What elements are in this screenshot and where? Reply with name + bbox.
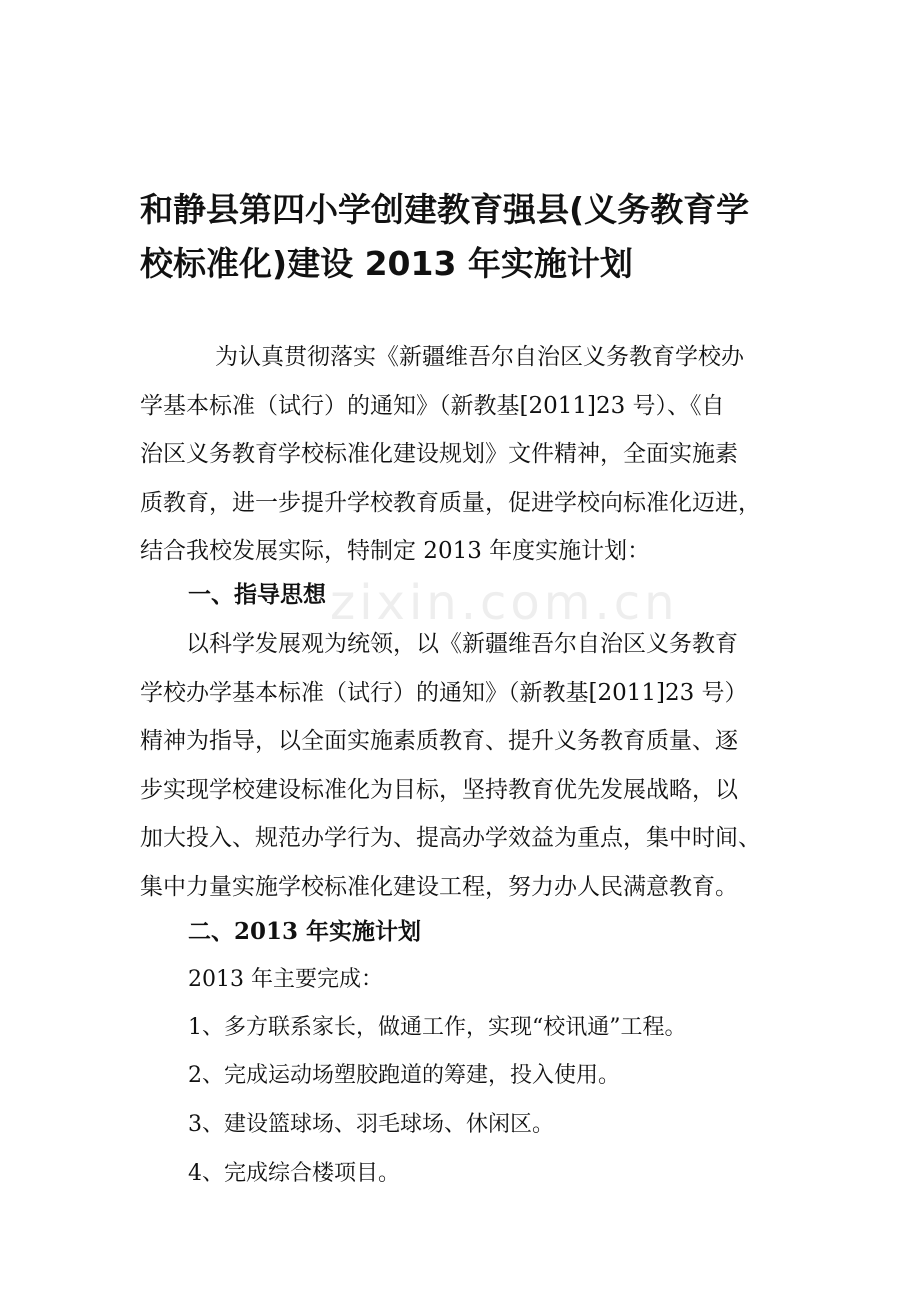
- paragraph-line: 以科学发展观为统领，以《新疆维吾尔自治区义务教育: [186, 631, 738, 657]
- title-line-1: 和静县第四小学创建教育强县(义务教育学: [140, 190, 750, 229]
- section-heading-guiding-thought: 一、指导思想: [188, 581, 326, 608]
- paragraph-line: 集中力量实施学校标准化建设工程，努力办人民满意教育。: [140, 873, 738, 900]
- paragraph-line: 学校办学基本标准（试行）的通知》（新教基[2011]23 号）: [140, 679, 748, 706]
- paragraph-line: 加大投入、规范办学行为、提高办学效益为重点，集中时间、: [140, 825, 761, 851]
- plan-item: 2、完成运动场塑胶跑道的筹建，投入使用。: [188, 1063, 620, 1088]
- title-line-2: 校标准化)建设 2013 年实施计划: [140, 244, 633, 283]
- guiding-thought-paragraph: [140, 620, 790, 911]
- paragraph-line: 精神为指导，以全面实施素质教育、提升义务教育质量、逐: [140, 728, 738, 754]
- plan-item: 4、完成综合楼项目。: [188, 1161, 400, 1186]
- intro-paragraph: [140, 333, 790, 576]
- section-heading-2013-plan: 二、2013 年实施计划: [188, 918, 422, 945]
- paragraph-line: 步实现学校建设标准化为目标，坚持教育优先发展战略，以: [140, 776, 738, 803]
- intro-line: 结合我校发展实际，特制定 2013 年度实施计划：: [140, 538, 651, 564]
- watermark: zixin.com.cn: [330, 575, 679, 631]
- plan-item: 1、多方联系家长，做通工作，实现“校讯通”工程。: [188, 1015, 687, 1040]
- intro-line: 质教育，进一步提升学校教育质量，促进学校向标准化迈进，: [140, 489, 761, 516]
- intro-line: 学基本标准（试行）的通知》（新教基[2011]23 号）、《自: [140, 392, 725, 419]
- document-title: [140, 183, 790, 291]
- plan-item: 3、建设篮球场、羽毛球场、休闲区。: [188, 1112, 554, 1137]
- intro-line: 为认真贯彻落实《新疆维吾尔自治区义务教育学校办: [215, 344, 744, 370]
- intro-line: 治区义务教育学校标准化建设规划》文件精神，全面实施素: [140, 441, 738, 467]
- plan-intro: 2013 年主要完成：: [188, 967, 383, 992]
